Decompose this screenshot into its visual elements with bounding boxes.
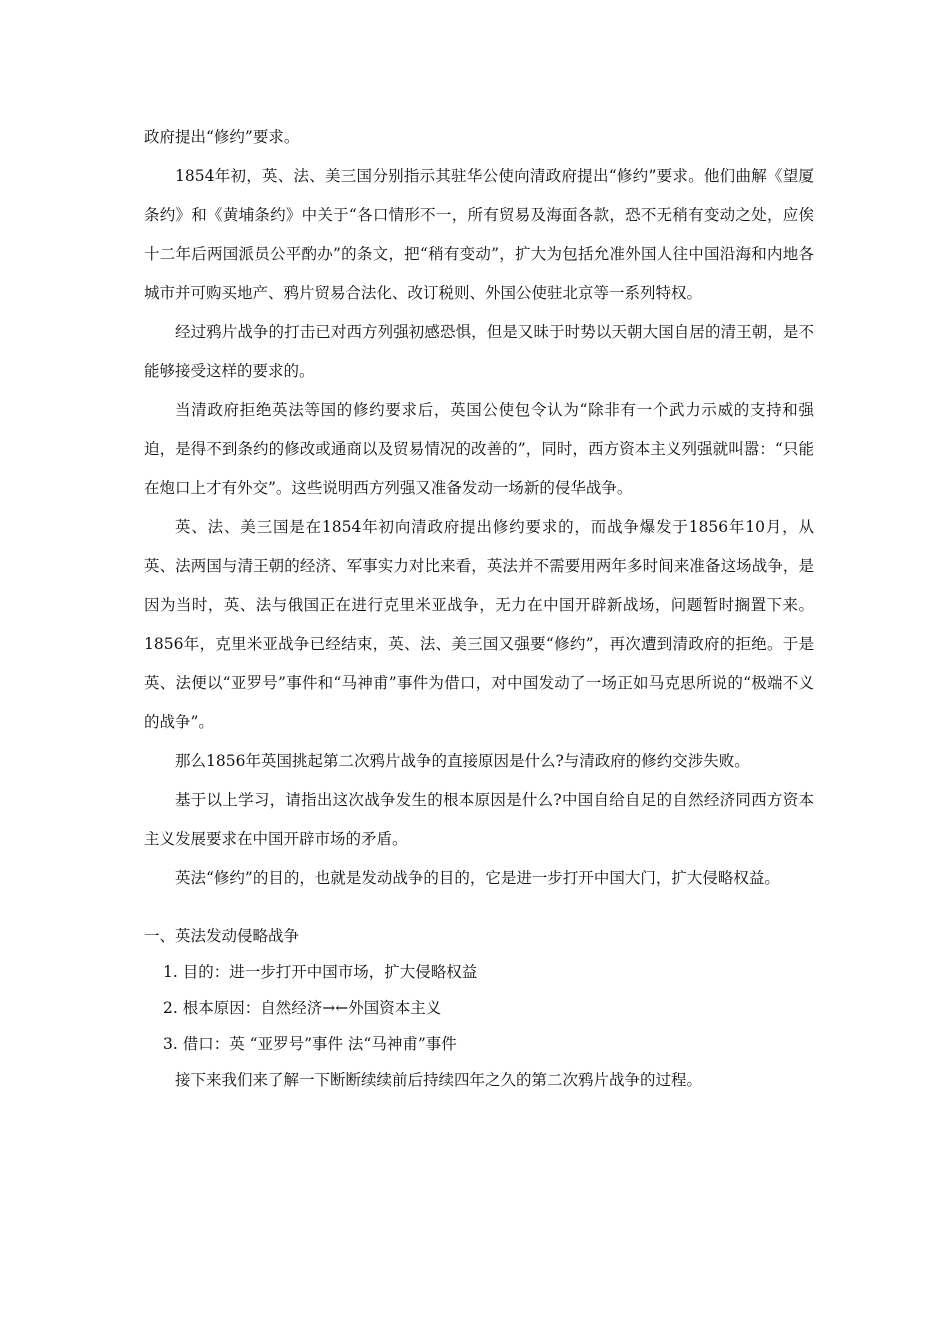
outline-closing: 接下来我们来了解一下断断续续前后持续四年之久的第二次鸦片战争的过程。 [175,1071,703,1089]
document-body [144,118,814,1098]
paragraph-purpose: 英法“修约”的目的，也就是发动战争的目的，它是进一步打开中国大门，扩大侵略权益。 [175,869,780,887]
paragraph-qing-refusal-reason: 经过鸦片战争的打击已对西方列强初感恐惧，但是又昧于时势以天朝大国自居的清王朝，是不能够接受这样的要求的。 [144,323,814,380]
paragraph-root-cause: 基于以上学习，请指出这次战争发生的根本原因是什么?中国自给自足的自然经济同西方资本主义发展要求在中国开辟市场的矛盾。 [144,791,814,848]
outline-item-root-cause: 2. 根本原因：自然经济→←外国资本主义 [163,999,442,1017]
paragraph-direct-cause: 那么1856年英国挑起第二次鸦片战争的直接原因是什么?与清政府的修约交涉失败。 [175,752,750,770]
outline-item-purpose: 1. 目的：进一步打开中国市场，扩大侵略权益 [163,963,478,981]
section-gap [144,898,814,918]
paragraph-war-timeline: 英、法、美三国是在1854年初向清政府提出修约要求的，而战争爆发于1856年10月，从英、法两国与清王朝的经济、军事实力对比来看，英法并不需要用两年多时间来准备这场战争，是因为当时，英、法与俄国正在进行克里米亚战争，无力在中国开辟新战场，问题暂时搁置下来。1856年，克里米亚战争已经结束，英、法、美三国又强要“修约”，再次遭到清政府的拒绝。于是英、法便以“亚罗号”事件和“马神甫”事件为借口，对中国发动了一场正如马克思所说的“极端不义的战争”。 [144,518,814,731]
outline-heading: 一、英法发动侵略战争 [144,927,300,945]
paragraph-treaty-revision: 1854年初，英、法、美三国分别指示其驻华公使向清政府提出“修约”要求。他们曲解《望厦条约》和《黄埔条约》中关于“各口情形不一，所有贸易及海面各款，恐不无稍有变动之处，应俟十二年后两国派员公平酌办”的条文，把“稍有变动”，扩大为包括允准外国人往中国沿海和内地各城市并可购买地产、鸦片贸易合法化、改订税则、外国公使驻北京等一系列特权。 [144,167,814,302]
paragraph-continued: 政府提出“修约”要求。 [144,128,300,146]
outline-item-pretext: 3. 借口：英 “亚罗号”事件 法“马神甫”事件 [163,1035,457,1053]
outline-section [144,918,814,1098]
paragraph-british-envoy: 当清政府拒绝英法等国的修约要求后，英国公使包令认为“除非有一个武力示威的支持和强迫，是得不到条约的修改或通商以及贸易情况的改善的”，同时，西方资本主义列强就叫嚣：“只能在炮口上才有外交”。这些说明西方列强又准备发动一场新的侵华战争。 [144,401,814,497]
